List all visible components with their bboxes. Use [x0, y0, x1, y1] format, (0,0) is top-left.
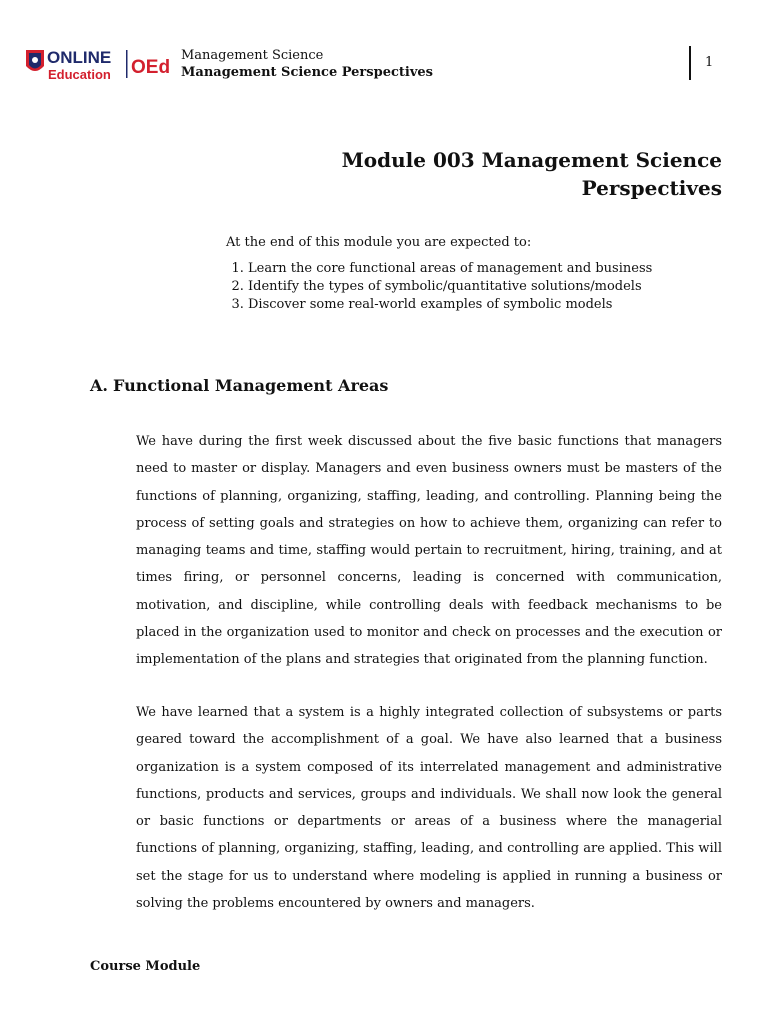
objective-item: 3. Discover some real-world examples of symbolic models: [248, 296, 706, 314]
body-paragraph: We have during the first week discussed about the five basic functions that managers need to master or display. Managers and even business owners must be masters of the functions of planning, organizing, staffing, leading, and controlling. Planning being the process of setting goals and strategies on how to achieve them, organizing can refer to managing teams and time, staffing would pertain to recruitment, hiring, training, and at times firing, or personnel concerns, leading is concerned with communication, motivation, and discipline, while controlling deals with feedback mechanisms to be placed in the organization used to monitor and check on processes and the execution or implementation of the plans and strategies that originated from the planning function.: [136, 434, 722, 668]
section-title: Functional Management Areas: [113, 376, 389, 395]
section-letter: A.: [90, 376, 108, 395]
logo-mark: OEd: [131, 57, 171, 78]
objective-item: 2. Identify the types of symbolic/quantitative solutions/models: [248, 278, 706, 296]
objectives-intro: At the end of this module you are expected to:: [226, 235, 532, 250]
page-number: 1: [705, 55, 714, 70]
logo-graphic: [24, 44, 174, 84]
module-title-line2: Perspectives: [581, 176, 722, 200]
body-paragraph: We have learned that a system is a highly integrated collection of subsystems or parts geared toward the accomplishment of a goal. We have also learned that a business organization is a system composed of its interrelated management and administrative functions, products and services, groups and individuals. We shall now look the general or basic functions or departments or areas of a business where the managerial functions of planning, organizing, staffing, leading, and controlling are applied. This will set the stage for us to understand where modeling is applied in running a business or solving the problems encountered by owners and managers.: [136, 705, 722, 912]
learning-objectives: [226, 234, 706, 314]
section-heading: [90, 376, 388, 395]
module-title-line1: Module 003 Management Science: [341, 148, 722, 172]
header-divider: [689, 46, 691, 80]
objective-item: 1. Learn the core functional areas of management and business: [248, 260, 706, 278]
logo-line1: ONLINE: [47, 48, 112, 67]
footer-label: Course Module: [90, 959, 201, 974]
header-course-name: Management Science: [181, 48, 324, 63]
online-education-logo: [24, 44, 174, 84]
objectives-list: [226, 260, 706, 314]
module-title: [302, 146, 722, 202]
logo-line2: Education: [48, 67, 111, 82]
header-subtitle: Management Science Perspectives: [181, 65, 433, 80]
running-header: [181, 47, 433, 81]
